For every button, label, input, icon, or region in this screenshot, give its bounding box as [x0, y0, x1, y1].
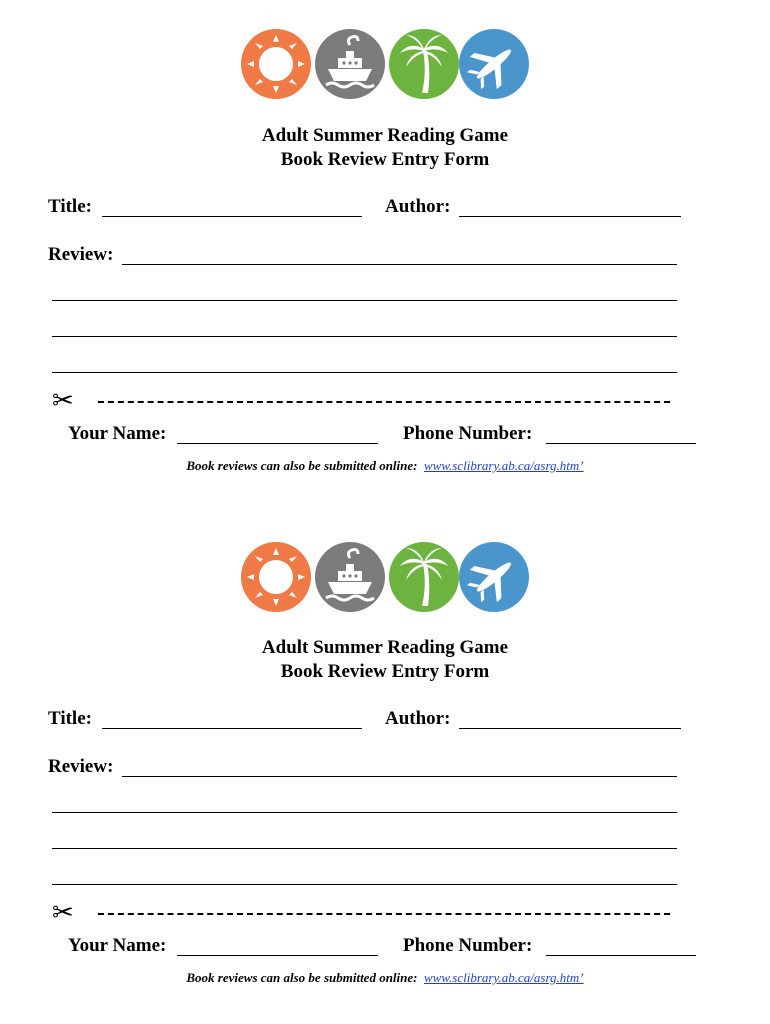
form-title-line-2: Book Review Entry Form: [280, 661, 490, 682]
online-submission-link[interactable]: www.sclibrary.ab.ca/asrg.htm’: [424, 970, 584, 985]
entry-form-2: [0, 512, 770, 1024]
author-label: Author:: [385, 708, 451, 729]
author-field[interactable]: [459, 198, 681, 217]
phone-number-field[interactable]: [546, 425, 696, 444]
phone-number-label: Phone Number:: [403, 935, 533, 956]
palm-tree-icon: [388, 25, 460, 103]
review-field-line-1[interactable]: [122, 758, 677, 777]
your-name-field[interactable]: [177, 425, 378, 444]
phone-number-label: Phone Number:: [403, 423, 533, 444]
airplane-icon: [458, 538, 530, 616]
review-field-line-3[interactable]: [52, 830, 677, 849]
ship-icon: [314, 25, 386, 103]
review-field-line-2[interactable]: [52, 282, 677, 301]
cut-line: [98, 913, 670, 915]
your-name-label: Your Name:: [68, 423, 167, 444]
form-title-line-1: Adult Summer Reading Game: [261, 125, 509, 146]
cut-line: [98, 401, 670, 403]
airplane-icon: [458, 25, 530, 103]
author-field[interactable]: [459, 710, 681, 729]
form-title-line-1: Adult Summer Reading Game: [261, 637, 509, 658]
online-submission-note: [0, 970, 770, 986]
title-label: Title:: [48, 196, 92, 217]
title-field[interactable]: [102, 710, 362, 729]
review-field-line-3[interactable]: [52, 318, 677, 337]
summer-icons: [240, 25, 530, 103]
sun-icon: [240, 25, 312, 103]
title-field[interactable]: [102, 198, 362, 217]
palm-tree-icon: [388, 538, 460, 616]
online-note-text: Book reviews can also be submitted online:: [186, 970, 418, 985]
review-label: Review:: [48, 756, 114, 777]
title-label: Title:: [48, 708, 92, 729]
form-title-line-2: Book Review Entry Form: [280, 149, 490, 170]
review-field-line-2[interactable]: [52, 794, 677, 813]
author-label: Author:: [385, 196, 451, 217]
online-submission-note: [0, 458, 770, 474]
phone-number-field[interactable]: [546, 937, 696, 956]
review-field-line-4[interactable]: [52, 354, 677, 373]
your-name-field[interactable]: [177, 937, 378, 956]
your-name-label: Your Name:: [68, 935, 167, 956]
online-submission-link[interactable]: www.sclibrary.ab.ca/asrg.htm’: [424, 458, 584, 473]
summer-icons: [240, 538, 530, 616]
ship-icon: [314, 538, 386, 616]
sun-icon: [240, 538, 312, 616]
review-field-line-1[interactable]: [122, 246, 677, 265]
scissors-icon: ✂: [52, 386, 74, 416]
online-note-text: Book reviews can also be submitted online:: [186, 458, 418, 473]
review-field-line-4[interactable]: [52, 866, 677, 885]
scissors-icon: ✂: [52, 898, 74, 928]
review-label: Review:: [48, 244, 114, 265]
